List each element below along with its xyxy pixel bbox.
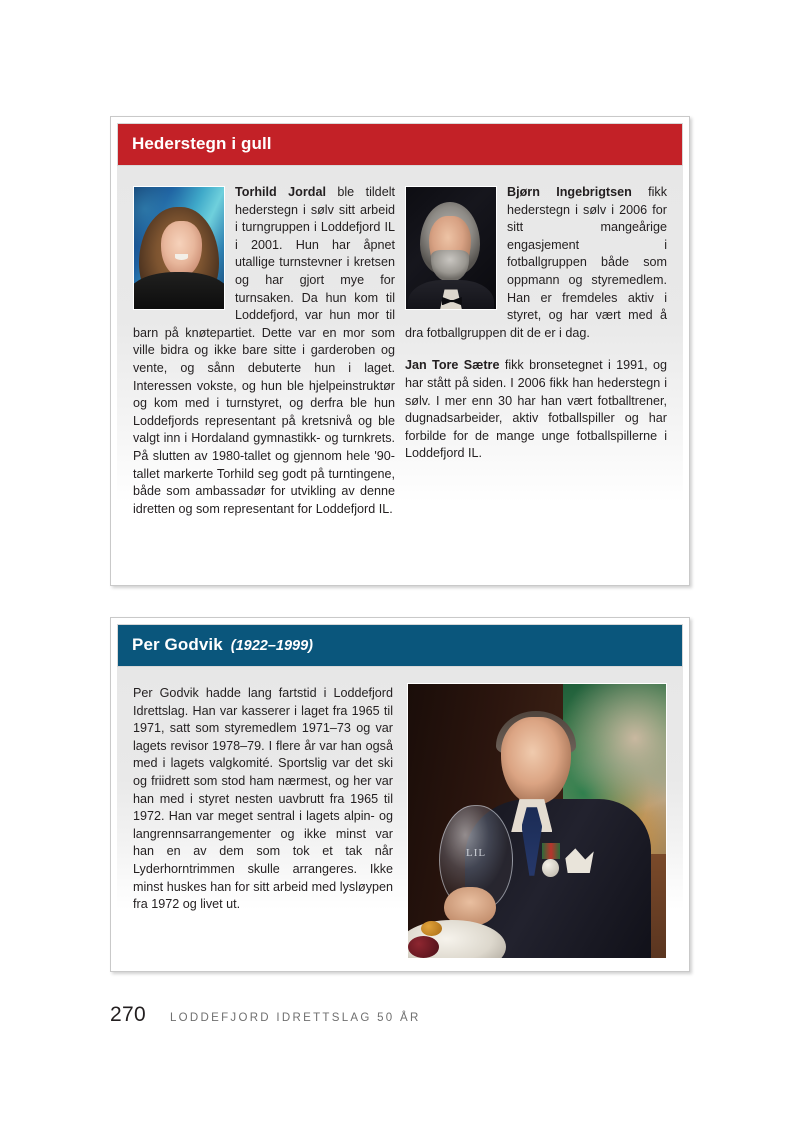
running-head-title: LODDEFJORD IDRETTSLAG 50 ÅR (169, 1012, 421, 1024)
card-header-hedersteg (117, 123, 683, 166)
card-title-per-godvik: Per Godvik (132, 635, 223, 654)
card-header-per-godvik (117, 624, 683, 667)
two-column-layout (133, 184, 667, 518)
card-title-hedersteg: Hederstegn i gull (132, 134, 272, 153)
paragraph-bjorn-text: fikk hederstegn i sølv i 2006 for sitt mangeårige engasjement i fotballgruppen både som oppmann og styremedlem. Han er fremdeles aktiv i styret, og har vært med å dra fotballgruppen dit de er i dag. (405, 185, 667, 340)
card-body-hedersteg (117, 166, 683, 577)
portrait-torso-shape (133, 272, 225, 310)
column-bjorn (405, 184, 667, 463)
paragraph-torhild-text: ble tildelt hederstegn i sølv sitt arbeid i turngruppen i Loddefjord IL i 2001. Hun har åpnet utallige turnstevner i kretsen og har gjort mye for turnsaken. Da hun kom til Loddefjord, var hun mor til barn på knøtepartiet. Dette var en mor som ville bidra og ikke bare sitte i garderoben og vente, og sånn debuterte hun i laget. Interessen vokste, og hun ble hjelpeinstruktør og kom med i turnstyret, og derfra ble hun Loddefjords representant på kretsnivå og ble valgt inn i Hordaland gymnastikk- og turnkrets. På slutten av 1980-tallet og gjennom hele '90-tallet markerte Torhild seg godt på turntingene, både som ambassadør for utvikling av denne idretten og som representant for Loddefjord IL. (133, 185, 395, 516)
card-body-per-godvik (117, 667, 683, 963)
portrait-torhild-jordal-photo (133, 186, 225, 310)
paragraph-per-godvik: Per Godvik hadde lang fartstid i Loddefjord Idrettslag. Han var kasserer i laget fra 1965 til 1971, satt som styremedlem 1971–73 og var lagets revisor 1978–79. I flere år var han også med i lagets valgkomité. Sportslig var det ski og friidrett som stod ham nærmest, og her var han med i styret nesten uavbrutt fra 1965 til 1972. Han var meget sentral i lagets alpin- og langrennsarrangementer og ikke minst var han en av dem som tok et tak når Lyderhorntrimmen skulle arrangeres. Ikke minst huskes han for sitt arbeid med lysløypen fra 1972 og livet ut. (133, 686, 393, 912)
portrait-beard-shape (431, 250, 469, 282)
portrait-bjorn-ingebrigtsen-photo (405, 186, 497, 310)
page-footer (110, 1003, 421, 1027)
photo-per-godvik-trophy (407, 683, 667, 959)
paragraph-jan-tore-text: fikk bronsetegnet i 1991, og har stått på siden. I 2006 fikk han hederstegn i sølv. I mer enn 30 har han vært fotballtrener, dugnadsarbeider, aktiv fotballspiller og har forbilde for de mange unge fotballspillerne i Loddefjord IL. (405, 358, 667, 461)
photo-fruit-secondary-shape (421, 921, 442, 936)
card-hedersteg-i-gull (110, 116, 690, 586)
photo-fruit-shape (408, 936, 439, 958)
trophy-engraving-text: LIL (466, 847, 487, 860)
lead-name-jan-tore-satre: Jan Tore Sætre (405, 358, 500, 373)
text-photo-layout (133, 685, 667, 959)
column-per-godvik-text (133, 685, 393, 914)
lead-name-bjorn-ingebrigtsen: Bjørn Ingebrigtsen (507, 185, 632, 199)
photo-medal-ribbon-shape (542, 843, 560, 859)
photo-medal-shape (542, 859, 559, 877)
lead-name-torhild-jordal: Torhild Jordal (235, 185, 326, 199)
column-torhild (133, 184, 395, 518)
card-subtitle-per-godvik-years: (1922–1999) (230, 638, 314, 654)
card-per-godvik (110, 617, 690, 972)
photo-head-shape (501, 717, 571, 805)
page-number: 270 (110, 1003, 146, 1026)
paragraph-jan-tore (405, 357, 667, 463)
